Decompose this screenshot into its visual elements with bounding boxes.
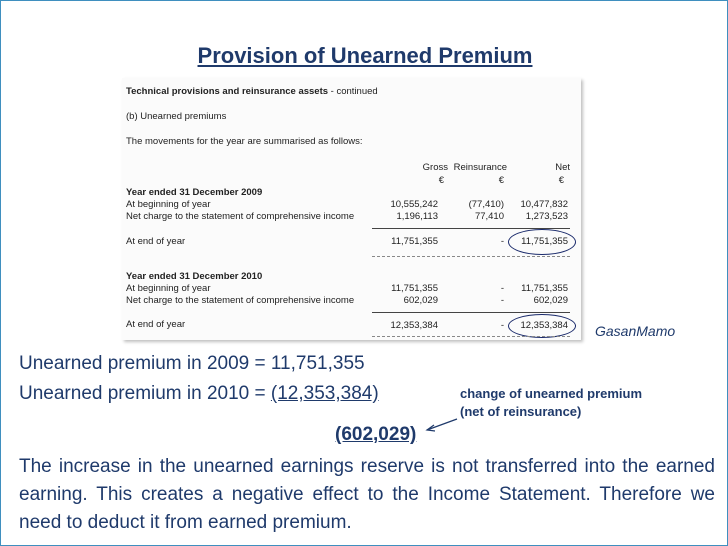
premium-2010-line <box>19 383 379 405</box>
cell-gross: 1,196,113 <box>396 211 438 222</box>
explanation-paragraph: The increase in the unearned earnings reserve is not transferred into the earned earning. This creates a negative effect to the Income Statement. Therefore we need to deduct it from earned premium. <box>19 456 715 533</box>
highlight-circle <box>508 229 576 255</box>
note-line-2: (net of reinsurance) <box>460 404 582 419</box>
year-2010-label: Year ended 31 December 2010 <box>126 271 263 282</box>
cell-reinsurance: 77,410 <box>474 211 504 222</box>
premium-2010-prefix: Unearned premium in 2010 = <box>19 383 271 404</box>
year-2009-label: Year ended 31 December 2009 <box>126 187 263 198</box>
cell-gross: 10,555,242 <box>390 199 438 210</box>
row-label: At beginning of year <box>126 199 211 210</box>
cell-net: 11,751,355 <box>521 283 568 294</box>
row-label: At end of year <box>126 319 186 330</box>
cell-net: 12,353,384 <box>520 320 568 331</box>
cur-net: € <box>558 175 564 186</box>
cur-gross: € <box>438 175 444 186</box>
col-gross: Gross <box>422 162 448 173</box>
cell-net: 10,477,832 <box>520 199 568 210</box>
col-net: Net <box>555 162 570 173</box>
scan-heading-rest: - continued <box>328 86 378 97</box>
difference-value: (602,029) <box>335 424 417 445</box>
premium-2010-value: (12,353,384) <box>270 383 379 404</box>
scan-intro: The movements for the year are summarised as follows: <box>126 136 363 147</box>
divider <box>372 336 570 337</box>
slide-title: Provision of Unearned Premium <box>197 43 533 68</box>
cell-net: 1,273,523 <box>525 211 568 222</box>
cell-reinsurance: - <box>500 283 504 294</box>
cell-gross: 11,751,355 <box>391 236 438 247</box>
cell-gross: 11,751,355 <box>391 283 438 294</box>
row-label: Net charge to the statement of comprehensive income <box>126 211 355 222</box>
cur-reinsurance: € <box>498 175 504 186</box>
cell-reinsurance: - <box>500 320 504 331</box>
note-line-1: change of unearned premium <box>460 386 643 401</box>
divider <box>372 256 570 257</box>
author-credit: GasanMamo <box>595 323 676 339</box>
arrow-icon <box>421 415 461 435</box>
cell-reinsurance: - <box>500 236 504 247</box>
row-label: At end of year <box>126 236 186 247</box>
scan-heading <box>126 86 378 97</box>
cell-reinsurance: (77,410) <box>468 199 504 210</box>
cell-reinsurance: - <box>500 295 504 306</box>
highlight-circle <box>508 314 576 338</box>
financial-statement-scan <box>122 78 581 340</box>
scan-heading-bold: Technical provisions and reinsurance assets <box>126 86 329 97</box>
col-reinsurance: Reinsurance <box>453 162 507 173</box>
cell-net: 11,751,355 <box>521 236 568 247</box>
cell-net: 602,029 <box>533 295 568 306</box>
cell-gross: 12,353,384 <box>390 320 438 331</box>
row-label: Net charge to the statement of comprehensive income <box>126 295 355 306</box>
premium-2009-line: Unearned premium in 2009 = 11,751,355 <box>19 353 365 374</box>
divider <box>372 312 570 313</box>
row-label: At beginning of year <box>126 283 211 294</box>
cell-gross: 602,029 <box>403 295 438 306</box>
scan-section: (b) Unearned premiums <box>126 111 227 122</box>
